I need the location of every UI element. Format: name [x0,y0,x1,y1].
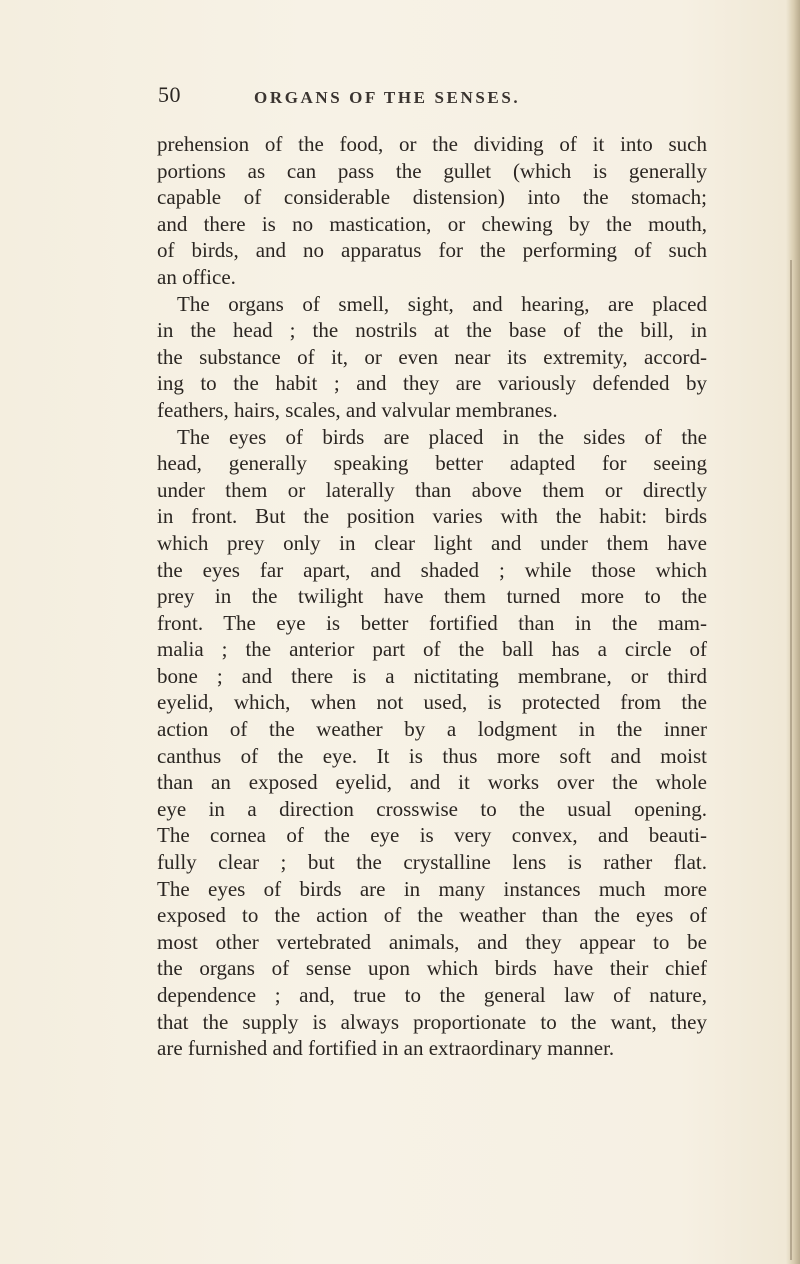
text-line: which prey only in clear light and under them have [157,530,707,555]
text-line: of birds, and no apparatus for the performing of such [157,238,707,263]
text-line: that the supply is always proportionate to the want, they [157,1009,707,1034]
body-text [157,131,707,1062]
text-line: most other vertebrated animals, and they appear to be [157,929,707,954]
running-head: ORGANS OF THE SENSES. [254,88,521,107]
text-line: under them or laterally than above them or directly [157,477,707,502]
page-number: 50 [158,82,181,107]
text-line: eye in a direction crosswise to the usual opening. [157,796,707,821]
text-line: exposed to the action of the weather than the eyes of [157,903,707,928]
text-line: dependence ; and, true to the general law of nature, [157,983,707,1007]
text-line: ing to the habit ; and they are variously defended by [157,371,707,396]
text-line: canthus of the eye. It is thus more soft and moist [157,743,707,768]
text-line: the organs of sense upon which birds have their chief [157,956,707,981]
text-line: malia ; the anterior part of the ball has a circle of [157,637,707,662]
text-line: the substance of it, or even near its extremity, accord- [157,344,707,369]
text-line: front. The eye is better fortified than in the mam- [157,610,707,635]
text-line: are furnished and fortified in an extraordinary manner. [157,1036,615,1061]
text-line: the eyes far apart, and shaded ; while those which [157,557,707,582]
text-line: The cornea of the eye is very convex, and beauti- [157,823,707,848]
text-line: and there is no mastication, or chewing by the mouth, [157,211,707,236]
text-line: action of the weather by a lodgment in the inner [157,717,707,742]
text-line: in the head ; the nostrils at the base of the bill, in [157,318,707,343]
text-line: than an exposed eyelid, and it works over the whole [157,770,707,795]
text-line: in front. But the position varies with the habit: birds [157,504,707,529]
text-line: head, generally speaking better adapted for seeing [157,451,707,476]
text-line: feathers, hairs, scales, and valvular membranes. [157,397,558,422]
text-line: bone ; and there is a nictitating membrane, or third [157,663,707,688]
text-line: prey in the twilight have them turned more to the [157,584,707,609]
text-line: The organs of smell, sight, and hearing, are placed [177,291,707,316]
text-line: prehension of the food, or the dividing of it into such [157,132,707,156]
page-header [158,82,718,112]
text-line: fully clear ; but the crystalline lens is rather flat. [157,850,707,875]
text-line: capable of considerable distension) into the stomach; [157,185,707,210]
text-line: portions as can pass the gullet (which is generally [157,158,707,183]
text-line: The eyes of birds are placed in the sides of the [177,424,707,449]
text-line: an office. [157,264,236,289]
binding-line [790,260,792,1260]
page-edge-shadow [786,0,800,1264]
text-line: eyelid, which, when not used, is protected from the [157,690,707,715]
text-line: The eyes of birds are in many instances much more [157,876,707,901]
